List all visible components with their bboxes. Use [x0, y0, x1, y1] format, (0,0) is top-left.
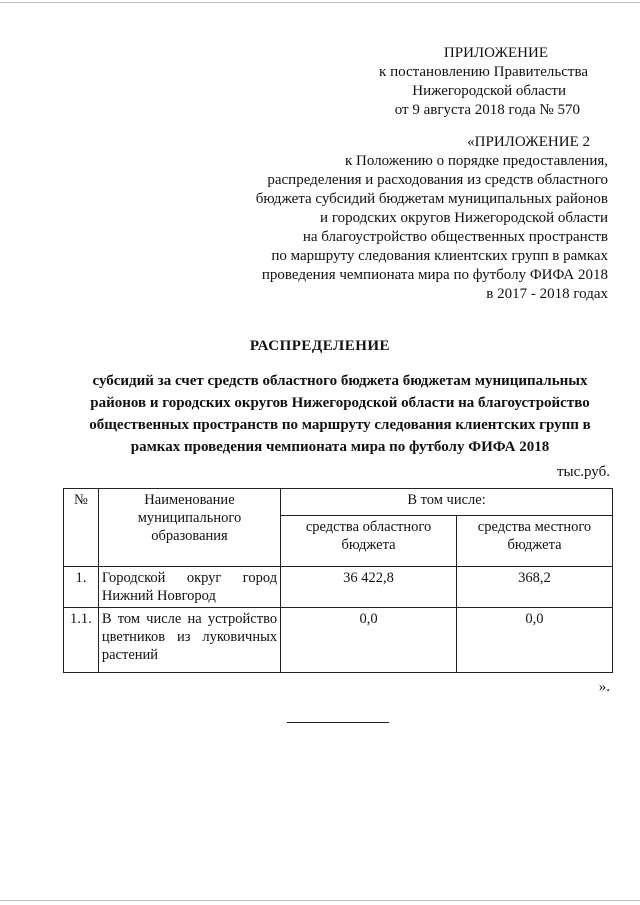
- row-local: 368,2: [456, 567, 612, 608]
- header-name: Наименование муниципального образования: [98, 489, 280, 567]
- header-line: Нижегородской области: [412, 83, 566, 99]
- document-subtitle: [60, 370, 620, 458]
- annex-line: на благоустройство общественных пространств: [302, 229, 608, 245]
- annex-header: [208, 133, 608, 304]
- row-local: 0,0: [456, 608, 612, 673]
- scan-edge-top: [0, 2, 640, 3]
- annex-line: и городских округов Нижегородской области: [320, 210, 608, 226]
- subtitle-line: районов и городских округов Нижегородской области на благоустройство: [90, 395, 590, 411]
- header-line: от 9 августа 2018 года № 570: [394, 102, 580, 118]
- table-row: [64, 608, 613, 673]
- annex-line: бюджета субсидий бюджетам муниципальных районов: [255, 191, 608, 207]
- scan-edge-bottom: [0, 900, 640, 901]
- row-name-line: Нижний Новгород: [101, 588, 216, 604]
- row-num: 1.1.: [64, 608, 99, 673]
- row-num: 1.: [64, 567, 99, 608]
- annex-line: в 2017 - 2018 годах: [486, 286, 608, 302]
- annex-line: к Положению о порядке предоставления,: [344, 153, 608, 169]
- closing-quote: ».: [598, 679, 610, 695]
- annex-title: «ПРИЛОЖЕНИЕ 2: [467, 134, 590, 150]
- table-row: [64, 567, 613, 608]
- row-name-line: растений: [101, 647, 159, 663]
- row-regional: 0,0: [281, 608, 457, 673]
- annex-line: по маршруту следования клиентских групп в рамках: [271, 248, 608, 264]
- row-name: [98, 608, 280, 673]
- subtitle-line: рамках проведения чемпионата мира по футболу ФИФА 2018: [130, 439, 550, 455]
- separator-line: [287, 722, 389, 723]
- approval-header: [228, 44, 588, 120]
- header-local: средства местного бюджета: [456, 516, 612, 567]
- header-title: ПРИЛОЖЕНИЕ: [443, 45, 548, 61]
- annex-line: проведения чемпионата мира по футболу ФИФА 2018: [261, 267, 608, 283]
- header-num: №: [64, 489, 99, 567]
- row-name-line: В том числе на устройство: [101, 611, 278, 627]
- annex-line: распределения и расходования из средств областного: [267, 172, 608, 188]
- subtitle-line: общественных пространств по маршруту следования клиентских групп в: [89, 417, 591, 433]
- row-name-line: цветников из луковичных: [101, 629, 278, 645]
- distribution-table: [63, 488, 613, 673]
- table-header-row: [64, 489, 613, 516]
- header-line: к постановлению Правительства: [379, 64, 588, 80]
- header-regional: средства областного бюджета: [281, 516, 457, 567]
- units-label: тыс.руб.: [556, 464, 610, 480]
- document-title: РАСПРЕДЕЛЕНИЕ: [249, 338, 391, 354]
- header-group: В том числе:: [281, 489, 613, 516]
- row-name: [98, 567, 280, 608]
- row-regional: 36 422,8: [281, 567, 457, 608]
- subtitle-line: субсидий за счет средств областного бюджета бюджетам муниципальных: [92, 373, 588, 389]
- row-name-line: Городской округ город: [101, 570, 278, 586]
